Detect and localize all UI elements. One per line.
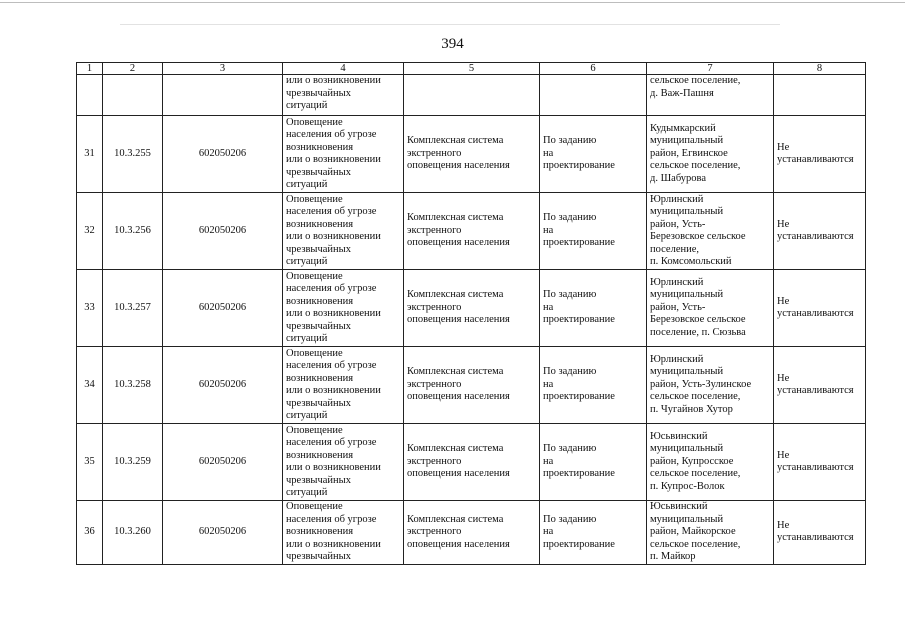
cont-purpose: или о возникновении чрезвычайных ситуаций <box>283 75 404 116</box>
cont-cell-6 <box>540 75 647 116</box>
object-purpose: Оповещение населения об угрозе возникновения или о возникновении чрезвычайных ситуаций <box>283 270 404 347</box>
row-number: 31 <box>77 116 103 193</box>
table-row <box>77 270 866 347</box>
header-col-5: 5 <box>404 63 540 75</box>
object-type: Комплексная система экстренного оповещения населения <box>404 347 540 424</box>
object-code: 10.3.256 <box>103 193 163 270</box>
oktmo-code: 602050206 <box>163 193 283 270</box>
table-row <box>77 193 866 270</box>
placement-basis: По заданию на проектирование <box>540 424 647 501</box>
column-number-header <box>77 63 866 75</box>
oktmo-code: 602050206 <box>163 270 283 347</box>
scan-artifact-line <box>120 24 780 25</box>
header-col-1: 1 <box>77 63 103 75</box>
row-number: 36 <box>77 501 103 565</box>
object-type: Комплексная система экстренного оповещения населения <box>404 193 540 270</box>
page-number: 394 <box>441 36 464 52</box>
table-row <box>77 116 866 193</box>
object-location: Юрлинский муниципальный район, Усть- Березовское сельское поселение, п. Сюзьва <box>647 270 774 347</box>
table-row <box>77 347 866 424</box>
placement-basis: По заданию на проектирование <box>540 193 647 270</box>
object-location: Юсьвинский муниципальный район, Майкорское сельское поселение, п. Майкор <box>647 501 774 565</box>
object-code: 10.3.255 <box>103 116 163 193</box>
zone-note: Не устанавливаются <box>774 270 866 347</box>
row-number: 33 <box>77 270 103 347</box>
header-col-6: 6 <box>540 63 647 75</box>
object-type: Комплексная система экстренного оповещения населения <box>404 424 540 501</box>
object-type: Комплексная система экстренного оповещения населения <box>404 270 540 347</box>
object-purpose: Оповещение населения об угрозе возникновения или о возникновении чрезвычайных <box>283 501 404 565</box>
object-location: Кудымкарский муниципальный район, Егвинское сельское поселение, д. Шабурова <box>647 116 774 193</box>
header-col-3: 3 <box>163 63 283 75</box>
placement-basis: По заданию на проектирование <box>540 347 647 424</box>
oktmo-code: 602050206 <box>163 501 283 565</box>
object-code: 10.3.260 <box>103 501 163 565</box>
cont-cell-1 <box>77 75 103 116</box>
oktmo-code: 602050206 <box>163 424 283 501</box>
row-number: 32 <box>77 193 103 270</box>
header-col-2: 2 <box>103 63 163 75</box>
object-location: Юрлинский муниципальный район, Усть-Зулинское сельское поселение, п. Чугайнов Хутор <box>647 347 774 424</box>
table-row <box>77 501 866 565</box>
cont-cell-2 <box>103 75 163 116</box>
row-number: 35 <box>77 424 103 501</box>
zone-note: Не устанавливаются <box>774 193 866 270</box>
object-code: 10.3.257 <box>103 270 163 347</box>
object-purpose: Оповещение населения об угрозе возникновения или о возникновении чрезвычайных ситуаций <box>283 116 404 193</box>
header-col-7: 7 <box>647 63 774 75</box>
document-table <box>76 62 866 565</box>
zone-note: Не устанавливаются <box>774 424 866 501</box>
placement-basis: По заданию на проектирование <box>540 501 647 565</box>
object-type: Комплексная система экстренного оповещения населения <box>404 501 540 565</box>
table-row <box>77 424 866 501</box>
zone-note: Не устанавливаются <box>774 347 866 424</box>
object-code: 10.3.259 <box>103 424 163 501</box>
header-col-4: 4 <box>283 63 404 75</box>
zone-note: Не устанавливаются <box>774 116 866 193</box>
object-purpose: Оповещение населения об угрозе возникновения или о возникновении чрезвычайных ситуаций <box>283 424 404 501</box>
scan-edge-line <box>0 2 905 3</box>
cont-cell-8 <box>774 75 866 116</box>
zone-note: Не устанавливаются <box>774 501 866 565</box>
object-location: Юсьвинский муниципальный район, Купросское сельское поселение, п. Купрос-Волок <box>647 424 774 501</box>
cont-cell-5 <box>404 75 540 116</box>
oktmo-code: 602050206 <box>163 347 283 424</box>
object-purpose: Оповещение населения об угрозе возникновения или о возникновении чрезвычайных ситуаций <box>283 347 404 424</box>
placement-basis: По заданию на проектирование <box>540 270 647 347</box>
cont-location: сельское поселение, д. Важ-Пашня <box>647 75 774 116</box>
row-number: 34 <box>77 347 103 424</box>
object-purpose: Оповещение населения об угрозе возникновения или о возникновении чрезвычайных ситуаций <box>283 193 404 270</box>
cont-cell-3 <box>163 75 283 116</box>
object-location: Юрлинский муниципальный район, Усть- Березовское сельское поселение, п. Комсомольский <box>647 193 774 270</box>
object-type: Комплексная система экстренного оповещения населения <box>404 116 540 193</box>
continuation-row <box>77 75 866 116</box>
object-code: 10.3.258 <box>103 347 163 424</box>
oktmo-code: 602050206 <box>163 116 283 193</box>
header-col-8: 8 <box>774 63 866 75</box>
placement-basis: По заданию на проектирование <box>540 116 647 193</box>
